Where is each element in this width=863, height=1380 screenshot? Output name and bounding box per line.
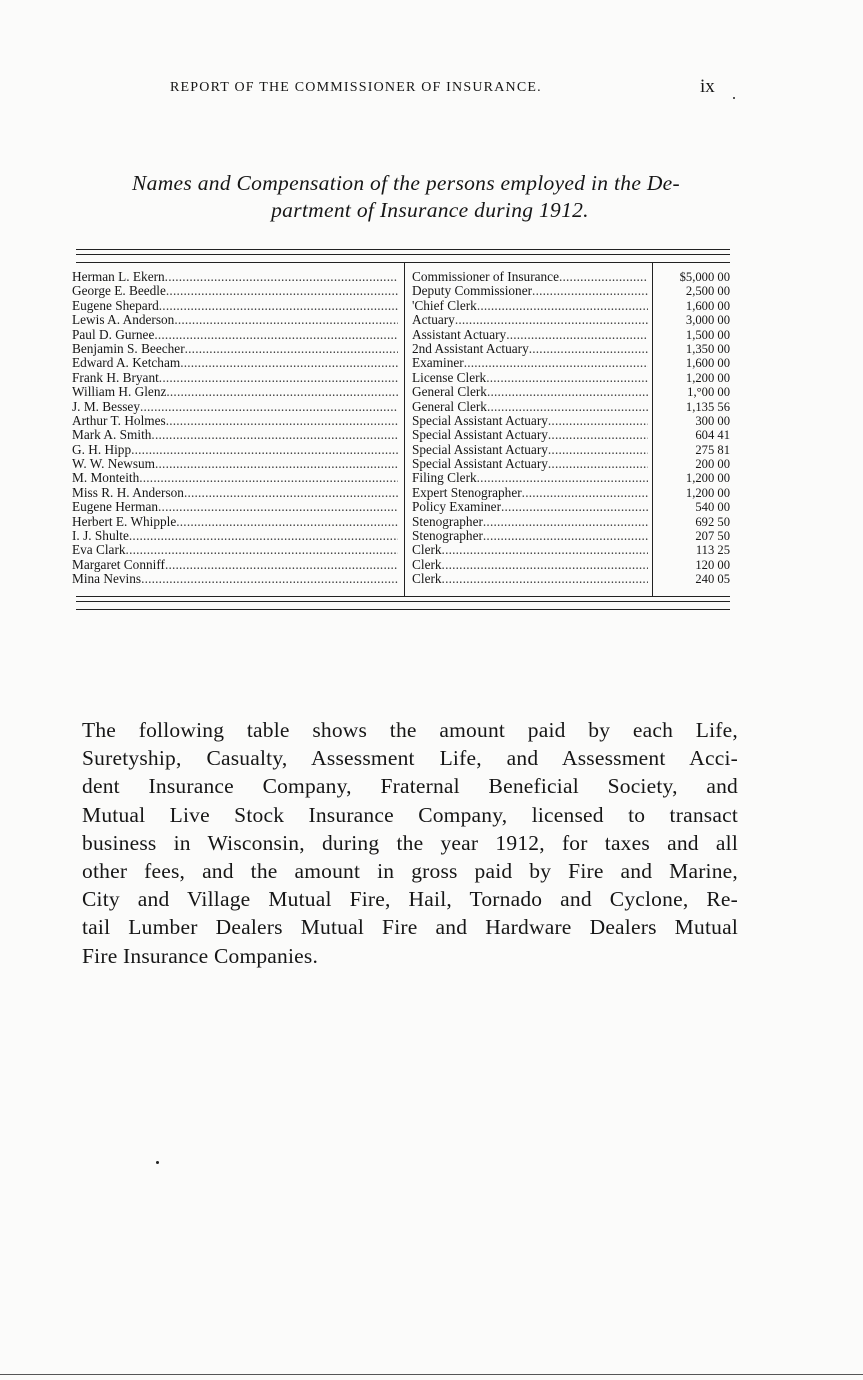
dot-leader xyxy=(176,515,398,529)
dot-leader xyxy=(126,543,398,557)
employee-position: Examiner xyxy=(412,356,464,371)
employee-position: Stenographer xyxy=(412,529,483,544)
employee-position: 2nd Assistant Actuary xyxy=(412,341,529,356)
table-top-rule xyxy=(76,249,730,250)
body-line: tail Lumber Dealers Mutual Fire and Hardware Dealers Mutual xyxy=(82,915,738,940)
employee-compensation: 120 00 xyxy=(695,557,730,572)
dot-leader xyxy=(477,299,648,313)
dot-leader xyxy=(487,400,648,414)
employee-position: General Clerk xyxy=(412,385,487,400)
employee-name: Benjamin S. Beecher xyxy=(72,341,185,356)
employee-position-row xyxy=(412,443,648,457)
employee-position-row xyxy=(412,414,648,428)
employee-position: General Clerk xyxy=(412,399,487,414)
dot-leader xyxy=(483,529,648,543)
employee-position-row xyxy=(412,342,648,356)
employee-position: Clerk xyxy=(412,543,442,558)
employee-name-row xyxy=(72,284,398,298)
employee-name-row xyxy=(72,500,398,514)
dot-leader xyxy=(165,270,398,284)
dot-leader xyxy=(548,443,648,457)
dot-leader xyxy=(506,328,648,342)
employee-position: Deputy Commissioner xyxy=(412,284,533,299)
employee-name: Mark A. Smith xyxy=(72,428,152,443)
employee-name-row xyxy=(72,400,398,414)
employee-compensation: 1,350 00 xyxy=(685,341,730,356)
table-bottom-rule xyxy=(76,596,730,597)
dot-leader xyxy=(159,371,398,385)
employee-position: Special Assistant Actuary xyxy=(412,442,548,457)
dot-leader xyxy=(487,385,648,399)
employee-name-column xyxy=(72,270,398,587)
employee-name-row xyxy=(72,529,398,543)
body-line: business in Wisconsin, during the year 1912, for taxes and all xyxy=(82,830,738,855)
compensation-column xyxy=(656,270,730,587)
employee-compensation: 1,200 00 xyxy=(685,471,730,486)
employee-name: Miss R. H. Anderson xyxy=(72,485,184,500)
employee-position: Clerk xyxy=(412,572,442,587)
dot-leader xyxy=(165,558,398,572)
employee-name-row xyxy=(72,558,398,572)
employee-position-row xyxy=(412,371,648,385)
dot-leader xyxy=(522,486,648,500)
employee-name-row xyxy=(72,342,398,356)
caption-line-2: partment of Insurance during 1912. xyxy=(271,198,589,222)
employee-compensation: 1,135 56 xyxy=(685,399,730,414)
employee-position-row xyxy=(412,313,648,327)
dot-leader xyxy=(532,284,648,298)
employee-position-row xyxy=(412,543,648,557)
employee-position: Assistant Actuary xyxy=(412,327,507,342)
dot-leader xyxy=(442,543,648,557)
employee-name: Herman L. Ekern xyxy=(72,270,165,284)
dot-leader xyxy=(548,414,648,428)
employee-position-row xyxy=(412,428,648,442)
dot-leader xyxy=(184,486,398,500)
dot-leader xyxy=(159,299,398,313)
dot-leader xyxy=(548,457,648,471)
dot-leader xyxy=(151,428,398,442)
employee-position-row xyxy=(412,515,648,529)
body-line: dent Insurance Company, Fraternal Beneficial Society, and xyxy=(82,774,738,799)
employee-position-row xyxy=(412,572,648,586)
dot-leader xyxy=(483,515,648,529)
employee-compensation: 1,200 00 xyxy=(685,370,730,385)
employee-name-row xyxy=(72,299,398,313)
employee-position-row xyxy=(412,356,648,370)
employee-compensation: 2,500 00 xyxy=(685,284,730,299)
position-column xyxy=(412,270,648,587)
column-divider-1 xyxy=(404,262,405,596)
employee-name: M. Monteith xyxy=(72,471,140,486)
dot-leader xyxy=(141,572,398,586)
table-header-rule xyxy=(76,262,730,263)
employee-name-row xyxy=(72,443,398,457)
dot-leader xyxy=(486,371,648,385)
employee-position: Special Assistant Actuary xyxy=(412,457,548,472)
dot-leader xyxy=(131,443,398,457)
dot-leader xyxy=(158,500,398,514)
employee-compensation: 604 41 xyxy=(695,428,730,443)
employee-compensation: 692 50 xyxy=(695,514,730,529)
employee-name-row xyxy=(72,543,398,557)
dot-leader xyxy=(174,313,398,327)
employee-name: William H. Glenz xyxy=(72,385,167,400)
employee-position: Commissioner of Insurance xyxy=(412,270,559,284)
page-number: ix xyxy=(700,76,715,97)
body-line: The following table shows the amount paid by each Life, xyxy=(82,718,738,742)
employee-name-row xyxy=(72,313,398,327)
page-edge xyxy=(0,1374,863,1375)
employee-name: W. W. Newsum xyxy=(72,457,155,472)
employee-name-row xyxy=(72,371,398,385)
body-line: Mutual Live Stock Insurance Company, licensed to transact xyxy=(82,802,738,827)
employee-name: Arthur T. Holmes xyxy=(72,413,166,428)
body-paragraph xyxy=(82,716,738,970)
employee-name-row xyxy=(72,270,398,284)
employee-name: I. J. Shulte xyxy=(72,529,129,544)
employee-name: Paul D. Gurnee xyxy=(72,327,155,342)
employee-name-row xyxy=(72,457,398,471)
employee-compensation: 540 00 xyxy=(695,500,730,515)
employee-name-row xyxy=(72,356,398,370)
dot-leader xyxy=(185,342,398,356)
dot-leader xyxy=(442,572,648,586)
employee-position: Special Assistant Actuary xyxy=(412,413,548,428)
employee-compensation: 240 05 xyxy=(695,572,730,587)
body-line: City and Village Mutual Fire, Hail, Tornado and Cyclone, Re- xyxy=(82,887,738,912)
body-line: Fire Insurance Companies. xyxy=(82,943,319,968)
employee-name-row xyxy=(72,486,398,500)
employee-position: License Clerk xyxy=(412,370,487,385)
dot-leader xyxy=(529,342,648,356)
employee-position-row xyxy=(412,299,648,313)
dot-leader xyxy=(155,457,398,471)
employee-name: Eugene Herman xyxy=(72,500,159,515)
employee-position: 'Chief Clerk xyxy=(412,298,477,313)
employee-position: Policy Examiner xyxy=(412,500,501,515)
employee-position: Expert Stenographer xyxy=(412,485,522,500)
employee-name: George E. Beedle xyxy=(72,284,166,299)
caption-line-1: Names and Compensation of the persons employed in the De- xyxy=(132,171,680,195)
dot-leader xyxy=(559,270,648,284)
employee-name: G. H. Hipp xyxy=(72,442,132,457)
employee-position-row xyxy=(412,558,648,572)
employee-compensation: 1,600 00 xyxy=(685,356,730,371)
employee-compensation: $5,000 00 xyxy=(679,270,730,284)
table-bottom-rule-3 xyxy=(76,609,730,610)
employee-name-row xyxy=(72,515,398,529)
employee-name: Edward A. Ketcham xyxy=(72,356,181,371)
employee-name-row xyxy=(72,471,398,485)
employee-name: Frank H. Bryant xyxy=(72,370,159,385)
employee-compensation: 200 00 xyxy=(695,457,730,472)
employee-compensation: 113 25 xyxy=(695,543,730,558)
employee-compensation: 3,000 00 xyxy=(685,313,730,328)
dot-leader xyxy=(166,284,398,298)
employee-name: Lewis A. Anderson xyxy=(72,313,175,328)
employee-position: Actuary xyxy=(412,313,455,328)
employee-position-row xyxy=(412,385,648,399)
table-top-rule-2 xyxy=(76,254,730,255)
dot-leader xyxy=(477,471,648,485)
dot-leader xyxy=(154,328,398,342)
dot-leader xyxy=(442,558,648,572)
table-caption xyxy=(60,170,740,224)
employee-compensation: 1,200 00 xyxy=(685,485,730,500)
print-speck xyxy=(156,1161,159,1164)
dot-leader xyxy=(501,500,648,514)
dot-leader xyxy=(139,471,398,485)
dot-leader xyxy=(548,428,648,442)
employee-name-row xyxy=(72,572,398,586)
employee-position: Stenographer xyxy=(412,514,483,529)
employee-name: J. M. Bessey xyxy=(72,399,140,414)
employee-compensation: 207 50 xyxy=(695,529,730,544)
dot-leader xyxy=(129,529,398,543)
employee-name-row xyxy=(72,414,398,428)
employee-position-row xyxy=(412,471,648,485)
employee-position-row xyxy=(412,457,648,471)
employee-position: Special Assistant Actuary xyxy=(412,428,548,443)
employee-position-row xyxy=(412,270,648,284)
employee-position-row xyxy=(412,328,648,342)
employee-position: Filing Clerk xyxy=(412,471,477,486)
dot-leader xyxy=(140,400,398,414)
employee-name-row xyxy=(72,328,398,342)
employee-position-row xyxy=(412,500,648,514)
employee-name: Herbert E. Whipple xyxy=(72,514,177,529)
employee-name: Eugene Shepard xyxy=(72,298,159,313)
employee-name-row xyxy=(72,428,398,442)
employee-compensation: 1,500 00 xyxy=(685,327,730,342)
dot-leader xyxy=(166,414,398,428)
employee-compensation: 275 81 xyxy=(695,442,730,457)
column-divider-2 xyxy=(652,262,653,596)
employee-position-row xyxy=(412,529,648,543)
employee-compensation: 1,°00 00 xyxy=(687,385,730,400)
table-bottom-rule-2 xyxy=(76,601,730,602)
dot-leader xyxy=(464,356,648,370)
employee-position: Clerk xyxy=(412,557,442,572)
print-speck xyxy=(733,97,735,99)
body-line: Suretyship, Casualty, Assessment Life, and Assessment Acci- xyxy=(82,746,738,771)
dot-leader xyxy=(455,313,648,327)
employee-name: Margaret Conniff xyxy=(72,557,165,572)
employee-name: Mina Nevins xyxy=(72,572,142,587)
employee-name: Eva Clark xyxy=(72,543,126,558)
dot-leader xyxy=(166,385,398,399)
running-head: REPORT OF THE COMMISSIONER OF INSURANCE. xyxy=(170,80,542,95)
employee-position-row xyxy=(412,486,648,500)
employee-position-row xyxy=(412,284,648,298)
dot-leader xyxy=(180,356,398,370)
body-line: other fees, and the amount in gross paid by Fire and Marine, xyxy=(82,859,738,884)
employee-compensation: 300 00 xyxy=(695,413,730,428)
employee-name-row xyxy=(72,385,398,399)
employee-position-row xyxy=(412,400,648,414)
employee-compensation: 1,600 00 xyxy=(685,298,730,313)
